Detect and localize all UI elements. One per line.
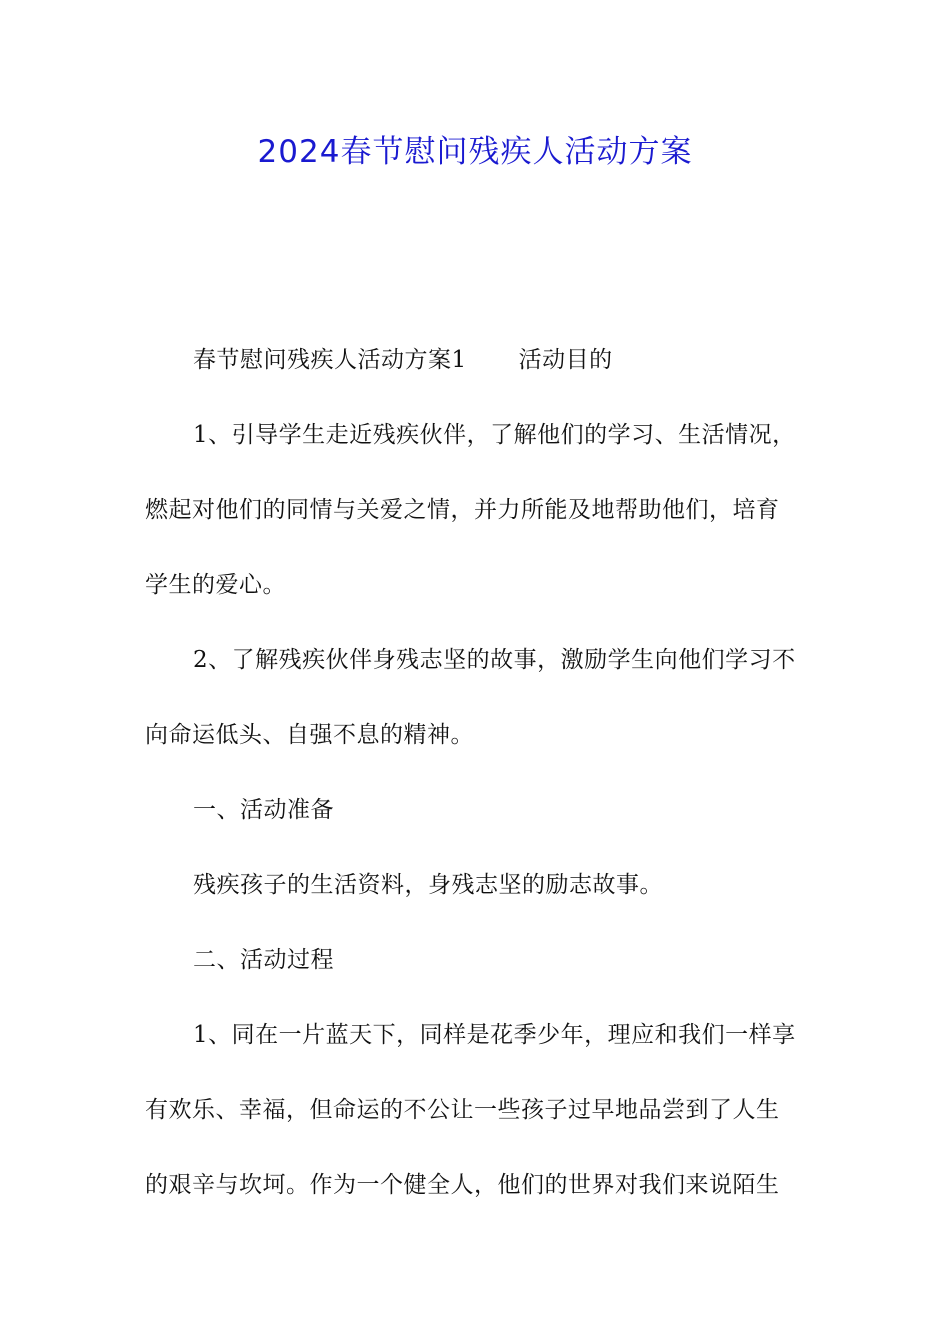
document-title: 2024春节慰问残疾人活动方案 <box>257 134 693 170</box>
paragraph-line: 1、引导学生走近残疾伙伴，了解他们的学习、生活情况， <box>193 422 796 448</box>
paragraph-line: 燃起对他们的同情与关爱之情，并力所能及地帮助他们，培育 <box>145 497 780 523</box>
paragraph-line: 2、了解残疾伙伴身残志坚的故事，激励学生向他们学习不 <box>193 647 796 673</box>
paragraph-line: 的艰辛与坎坷。作为一个健全人，他们的世界对我们来说陌生 <box>145 1172 780 1198</box>
paragraph-line: 有欢乐、幸福，但命运的不公让一些孩子过早地品尝到了人生 <box>145 1097 780 1123</box>
paragraph-line: 1、同在一片蓝天下，同样是花季少年，理应和我们一样享 <box>193 1022 796 1048</box>
section-heading-purpose: 活动目的 <box>518 347 613 373</box>
section-heading-process: 二、活动过程 <box>193 947 334 973</box>
paragraph-line: 残疾孩子的生活资料，身残志坚的励志故事。 <box>193 872 663 898</box>
paragraph-line: 学生的爱心。 <box>145 572 286 598</box>
plan-name: 春节慰问残疾人活动方案1 <box>193 347 467 373</box>
section-heading-preparation: 一、活动准备 <box>193 797 334 823</box>
paragraph-line: 向命运低头、自强不息的精神。 <box>145 722 474 748</box>
plan-heading-row <box>193 340 613 380</box>
